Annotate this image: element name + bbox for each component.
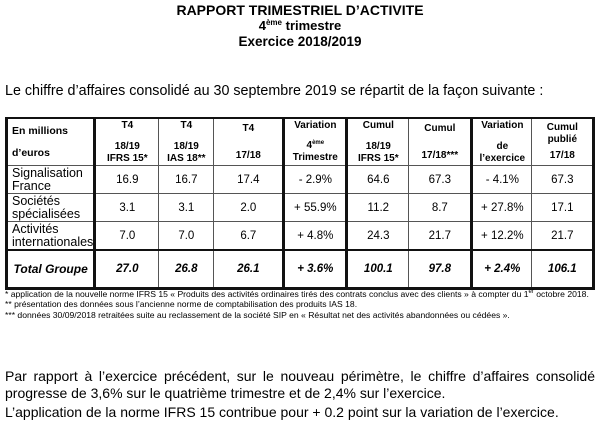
- cell-value: 17.4: [214, 166, 284, 194]
- total-value: + 2.4%: [472, 250, 532, 289]
- report-title: RAPPORT TRIMESTRIEL D’ACTIVITE: [176, 2, 424, 18]
- cell-value: 67.3: [409, 166, 472, 194]
- cell-value: 64.6: [347, 166, 409, 194]
- cell-value: + 27.8%: [472, 194, 532, 222]
- total-value: 26.1: [214, 250, 284, 289]
- total-value: 106.1: [532, 250, 594, 289]
- table-row: [7, 166, 594, 194]
- cell-value: 21.7: [532, 222, 594, 251]
- cell-value: 11.2: [347, 194, 409, 222]
- ifrs15-impact-paragraph: L’application de la norme IFRS 15 contribue pour + 0.2 point sur la variation de l’exercice.: [5, 404, 559, 420]
- cell-value: 21.7: [409, 222, 472, 251]
- cell-value: + 55.9%: [284, 194, 347, 222]
- row-label: Activités internationales: [7, 222, 95, 251]
- header-col-t4-1819-ifrs: T4 18/19 IFRS 15*: [95, 118, 159, 166]
- analysis-paragraph: Par rapport à l’exercice précédent, sur le nouveau périmètre, le chiffre d’affaires consolidé progresse de 3,6% sur le quatrième trimestre et de 2,4% sur l’exercice.: [5, 368, 595, 401]
- header-col-t4-1819-ias: T4 18/19 IAS 18**: [159, 118, 214, 166]
- table-header-row: [7, 118, 594, 166]
- cell-value: 7.0: [159, 222, 214, 251]
- table-total-row: [7, 250, 594, 289]
- table-row: [7, 194, 594, 222]
- header-unit-line2: d’euros: [12, 147, 50, 159]
- cell-value: 6.7: [214, 222, 284, 251]
- cell-value: 7.0: [95, 222, 159, 251]
- header-col-cumul-1819: Cumul 18/19 IFRS 15*: [347, 118, 409, 166]
- total-label: Total Groupe: [7, 250, 95, 289]
- footnote-ias18: ** présentation des données sous l’ancienne norme de comptabilisation des produits IAS 18.: [5, 299, 358, 310]
- footnote-ifrs15: * application de la nouvelle norme IFRS 15 « Produits des activités ordinaires tirés des contrats conclus avec des clients » à compter du 1er octobre 2018.: [5, 288, 589, 299]
- header-col-variation-exercice: Variation de l’exercice: [472, 118, 532, 166]
- report-header: [0, 2, 600, 50]
- cell-value: 3.1: [159, 194, 214, 222]
- header-col-t4-1718: T4 17/18: [214, 118, 284, 166]
- header-unit-cell: [7, 118, 95, 166]
- cell-value: - 2.9%: [284, 166, 347, 194]
- cell-value: 67.3: [532, 166, 594, 194]
- total-value: 26.8: [159, 250, 214, 289]
- total-value: 100.1: [347, 250, 409, 289]
- header-col-cumul-1718: Cumul 17/18***: [409, 118, 472, 166]
- cell-value: + 12.2%: [472, 222, 532, 251]
- table-row: [7, 222, 594, 251]
- cell-value: 8.7: [409, 194, 472, 222]
- total-value: + 3.6%: [284, 250, 347, 289]
- cell-value: 16.7: [159, 166, 214, 194]
- intro-text: Le chiffre d’affaires consolidé au 30 septembre 2019 se répartit de la façon suivante :: [5, 83, 544, 99]
- row-label: Signalisation France: [7, 166, 95, 194]
- header-col-cumul-publie: Cumul publié 17/18: [532, 118, 594, 166]
- cell-value: 2.0: [214, 194, 284, 222]
- quarter-word: trimestre: [282, 18, 342, 33]
- header-col-variation-trimestre: Variation 4ème Trimestre: [284, 118, 347, 166]
- revenue-table: [5, 117, 595, 290]
- report-fiscal-year: Exercice 2018/2019: [238, 34, 362, 49]
- report-quarter: [0, 18, 600, 34]
- cell-value: 16.9: [95, 166, 159, 194]
- total-value: 27.0: [95, 250, 159, 289]
- footnotes: [5, 287, 595, 320]
- quarter-superscript: ème: [265, 18, 282, 27]
- cell-value: 17.1: [532, 194, 594, 222]
- footnote-restated: *** données 30/09/2018 retraitées suite au reclassement de la société SIP en « Résultat net des activités abandonnées ou cédées ».: [5, 309, 510, 320]
- total-value: 97.8: [409, 250, 472, 289]
- cell-value: + 4.8%: [284, 222, 347, 251]
- cell-value: 3.1: [95, 194, 159, 222]
- header-unit-line1: En millions: [12, 125, 69, 137]
- quarter-number: 4: [258, 18, 266, 33]
- row-label: Sociétés spécialisées: [7, 194, 95, 222]
- cell-value: 24.3: [347, 222, 409, 251]
- cell-value: - 4.1%: [472, 166, 532, 194]
